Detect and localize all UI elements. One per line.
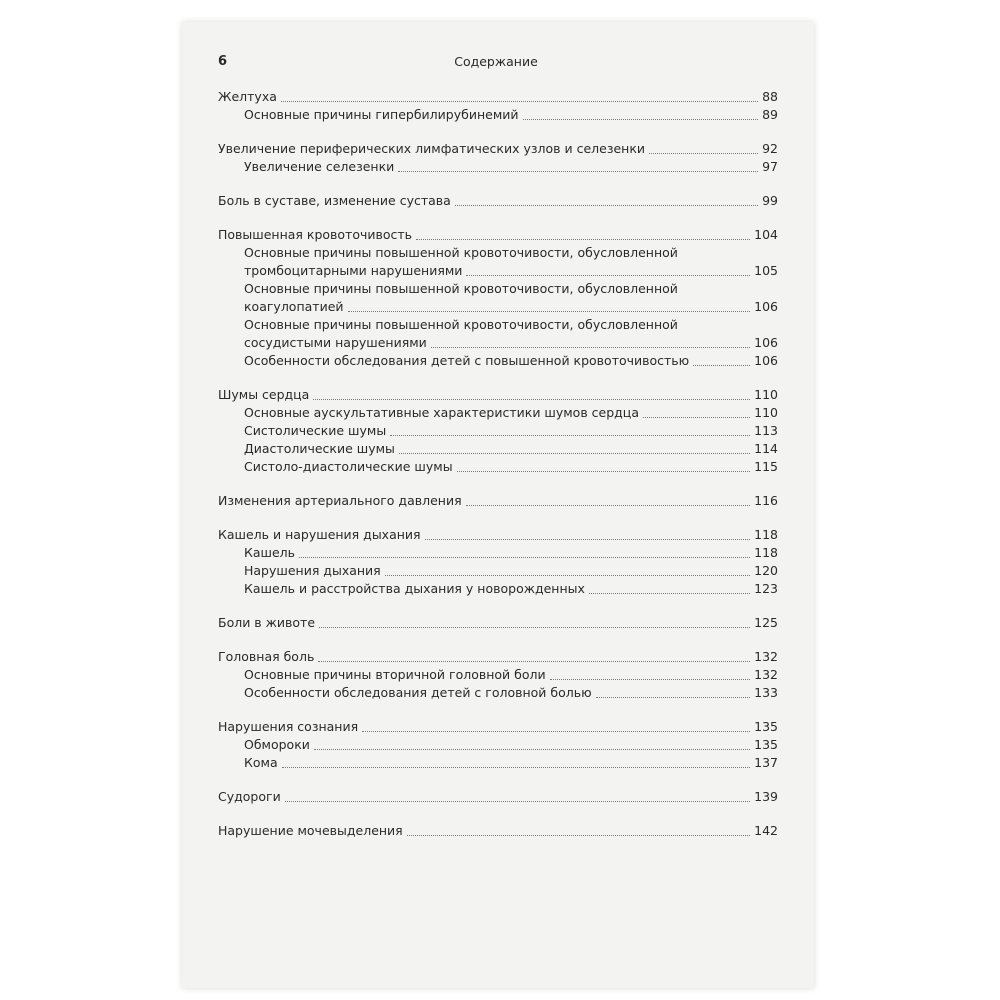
- dot-leader: [693, 365, 750, 366]
- toc-entry-title: Основные причины повышенной кровоточивости, обусловленной: [244, 317, 678, 332]
- toc-page-number: 125: [754, 615, 778, 630]
- toc-page-number: 133: [754, 685, 778, 700]
- dot-leader: [643, 417, 750, 418]
- dot-leader: [314, 749, 750, 750]
- toc-entry-title: Систоло-диастолические шумы: [244, 459, 453, 474]
- toc-entry-title: Желтуха: [218, 89, 277, 104]
- toc-page-number: 113: [754, 423, 778, 438]
- toc-entry-title: Кома: [244, 755, 278, 770]
- toc-page-number: 97: [762, 159, 778, 174]
- toc-entry-title: Боли в животе: [218, 615, 316, 630]
- dot-leader: [362, 731, 750, 732]
- toc-page-number: 92: [762, 141, 778, 156]
- toc-page-number: 110: [754, 405, 778, 420]
- toc-page-number: 118: [754, 545, 778, 560]
- toc-entry-title: Боль в суставе, изменение сустава: [218, 193, 451, 208]
- toc-page-number: 132: [754, 667, 778, 682]
- page-number: 6: [218, 54, 228, 69]
- toc-page-number: 106: [754, 335, 778, 350]
- dot-leader: [407, 835, 750, 836]
- toc-entry-title: Систолические шумы: [244, 423, 387, 438]
- toc-page-number: 105: [754, 263, 778, 278]
- dot-leader: [589, 593, 750, 594]
- toc-entry-title: Диастолические шумы: [244, 441, 395, 456]
- dot-leader: [318, 661, 750, 662]
- toc-entry-title: Особенности обследования детей с повышенной кровоточивостью: [244, 353, 690, 368]
- page-header: [218, 54, 774, 74]
- dot-leader: [299, 557, 750, 558]
- toc-entry-title: Основные причины вторичной головной боли: [244, 667, 546, 682]
- dot-leader: [416, 239, 750, 240]
- dot-leader: [282, 767, 751, 768]
- toc-entry-title: Увеличение периферических лимфатических узлов и селезенки: [218, 141, 646, 156]
- book-page: [182, 22, 814, 988]
- toc-entry-title: Кашель: [244, 545, 296, 560]
- toc-page-number: 116: [754, 493, 778, 508]
- toc-page-number: 114: [754, 441, 778, 456]
- dot-leader: [385, 575, 750, 576]
- toc-entry-title: Изменения артериального давления: [218, 493, 462, 508]
- toc-entry-title: Обмороки: [244, 737, 310, 752]
- toc-page-number: 132: [754, 649, 778, 664]
- toc-page-number: 139: [754, 789, 778, 804]
- toc-entry-title: Основные причины гипербилирубинемий: [244, 107, 519, 122]
- dot-leader: [399, 453, 750, 454]
- dot-leader: [425, 539, 751, 540]
- toc-page-number: 135: [754, 719, 778, 734]
- toc-entry-title: Нарушения дыхания: [244, 563, 381, 578]
- toc-page-number: 118: [754, 527, 778, 542]
- toc-page-number: 110: [754, 387, 778, 402]
- toc-entry-title: Увеличение селезенки: [244, 159, 395, 174]
- toc-page-number: 106: [754, 299, 778, 314]
- toc-entry-title: Основные аускультативные характеристики шумов сердца: [244, 405, 639, 420]
- toc-entry-title-continued: тромбоцитарными нарушениями: [244, 263, 463, 278]
- toc-entry-title: Кашель и нарушения дыхания: [218, 527, 421, 542]
- toc-entry-title-continued: сосудистыми нарушениями: [244, 335, 427, 350]
- toc-entry-title: Особенности обследования детей с головной болью: [244, 685, 592, 700]
- dot-leader: [431, 347, 750, 348]
- dot-leader: [550, 679, 751, 680]
- toc-page-number: 89: [762, 107, 778, 122]
- toc-entry-title: Основные причины повышенной кровоточивости, обусловленной: [244, 245, 678, 260]
- toc-entry-title: Кашель и расстройства дыхания у новорожденных: [244, 581, 585, 596]
- toc-entry-title: Нарушение мочевыделения: [218, 823, 403, 838]
- dot-leader: [455, 205, 758, 206]
- dot-leader: [649, 153, 758, 154]
- toc-page-number: 137: [754, 755, 778, 770]
- toc-page-number: 120: [754, 563, 778, 578]
- toc-page-number: 99: [762, 193, 778, 208]
- toc-entry-title: Основные причины повышенной кровоточивости, обусловленной: [244, 281, 678, 296]
- toc-page-number: 104: [754, 227, 778, 242]
- toc-entry-title: Шумы сердца: [218, 387, 310, 402]
- toc-page-number: 142: [754, 823, 778, 838]
- toc-entry-title: Головная боль: [218, 649, 315, 664]
- toc-entry-title-continued: коагулопатией: [244, 299, 344, 314]
- dot-leader: [281, 101, 758, 102]
- dot-leader: [466, 505, 751, 506]
- toc-page-number: 123: [754, 581, 778, 596]
- toc-entry-title: Повышенная кровоточивость: [218, 227, 413, 242]
- toc-entry-title: Нарушения сознания: [218, 719, 359, 734]
- dot-leader: [466, 275, 750, 276]
- toc-entry-title: Судороги: [218, 789, 281, 804]
- dot-leader: [398, 171, 758, 172]
- dot-leader: [390, 435, 750, 436]
- toc-page-number: 106: [754, 353, 778, 368]
- running-title: Содержание: [454, 54, 538, 69]
- toc-page-number: 115: [754, 459, 778, 474]
- dot-leader: [313, 399, 750, 400]
- dot-leader: [457, 471, 751, 472]
- toc-page-number: 135: [754, 737, 778, 752]
- dot-leader: [596, 697, 751, 698]
- dot-leader: [348, 311, 751, 312]
- dot-leader: [319, 627, 750, 628]
- dot-leader: [523, 119, 759, 120]
- dot-leader: [285, 801, 750, 802]
- toc-page-number: 88: [762, 89, 778, 104]
